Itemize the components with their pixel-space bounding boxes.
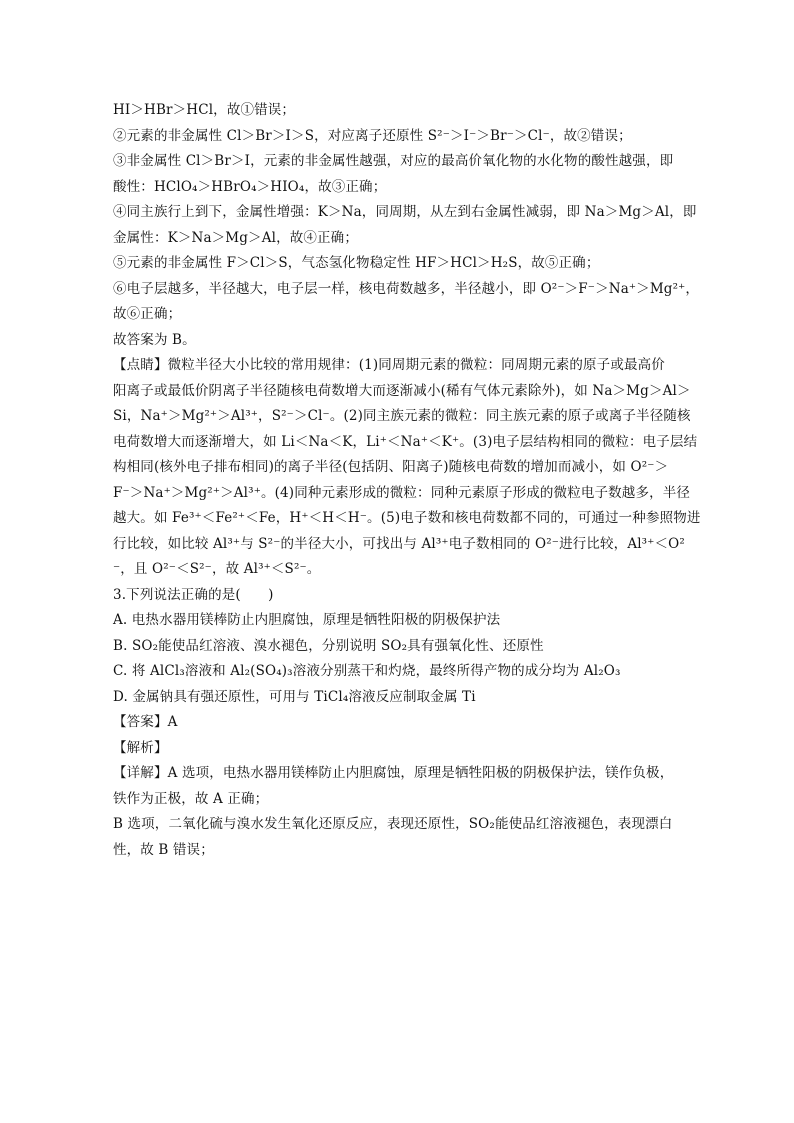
- text-line: ④同主族行上到下，金属性增强：K＞Na，同周期，从左到右金属性减弱，即 Na＞Mg＞Al，即: [113, 204, 697, 220]
- text-line: HI＞HBr＞HCl，故①错误；: [113, 102, 296, 118]
- text-line: 构相同(核外电子排布相同)的离子半径(包括阴、阳离子)随核电荷数的增加而减小，如 O²⁻＞: [113, 459, 669, 475]
- option-d: D. 金属钠具有强还原性，可用与 TiCl₄溶液反应制取金属 Ti: [113, 688, 476, 705]
- option-b: B. SO₂能使品红溶液、溴水褪色，分别说明 SO₂具有强氧化性、还原性: [113, 637, 544, 654]
- text-line: ⁻，且 O²⁻＜S²⁻，故 Al³⁺＜S²⁻。: [113, 561, 321, 577]
- text-line: ⑤元素的非金属性 F＞Cl＞S，气态氢化物稳定性 HF＞HCl＞H₂S，故⑤正确；: [113, 255, 600, 271]
- analysis-heading: 【解析】: [113, 739, 168, 756]
- text-line: 酸性：HClO₄＞HBrO₄＞HIO₄，故③正确；: [113, 178, 387, 195]
- text-line: 故⑥正确；: [113, 306, 182, 322]
- text-line: 铁作为正极，故 A 正确；: [113, 790, 269, 807]
- text-line: ②元素的非金属性 Cl＞Br＞I＞S，对应离子还原性 S²⁻＞I⁻＞Br⁻＞Cl⁻，故②错误；: [113, 127, 632, 144]
- text-line: 行比较，如比较 Al³⁺与 S²⁻的半径大小，可找出与 Al³⁺电子数相同的 O²⁻进行比较，Al³⁺＜O²: [113, 535, 685, 552]
- text-line: 越大。如 Fe³⁺＜Fe²⁺＜Fe，H⁺＜H＜H⁻。(5)电子数和核电荷数都不同的，可通过一种参照物进: [113, 510, 701, 526]
- text-line: 阳离子或最低价阴离子半径随核电荷数增大而逐渐减小(稀有气体元素除外)，如 Na＞Mg＞Al＞: [113, 382, 691, 399]
- text-line: ③非金属性 Cl＞Br＞I，元素的非金属性越强，对应的最高价氧化物的水化物的酸性越强，即: [113, 153, 674, 169]
- tip-heading-line: 【点睛】微粒半径大小比较的常用规律：(1)同周期元素的微粒：同周期元素的原子或最高价: [113, 357, 665, 373]
- text-line: 【详解】A 选项，电热水器用镁棒防止内胆腐蚀，原理是牺牲阳极的阴极保护法，镁作负极，: [113, 765, 674, 781]
- text-line: 性，故 B 错误；: [113, 841, 214, 858]
- text-line: Si，Na⁺＞Mg²⁺＞Al³⁺，S²⁻＞Cl⁻。(2)同主族元素的微粒：同主族元素的原子或离子半径随核: [113, 408, 691, 424]
- text-line: 电荷数增大而逐渐增大，如 Li＜Na＜K，Li⁺＜Na⁺＜K⁺。(3)电子层结构相同的微粒：电子层结: [113, 433, 698, 450]
- question-stem: 3.下列说法正确的是( ): [113, 586, 274, 603]
- text-line: 故答案为 B。: [113, 331, 196, 348]
- text-line: ⑥电子层越多，半径越大，电子层一样，核电荷数越多，半径越小，即 O²⁻＞F⁻＞Na⁺＞Mg²⁺，: [113, 280, 700, 297]
- text-line: F⁻＞Na⁺＞Mg²⁺＞Al³⁺。(4)同种元素形成的微粒：同种元素原子形成的微粒电子数越多，半径: [113, 484, 691, 501]
- answer-line: 【答案】A: [113, 714, 178, 730]
- page-content: [113, 101, 701, 866]
- text-line: 金属性：K＞Na＞Mg＞Al，故④正确；: [113, 229, 358, 246]
- text-line: B 选项，二氧化硫与溴水发生氧化还原反应，表现还原性，SO₂能使品红溶液褪色，表现漂白: [113, 816, 673, 832]
- option-c: C. 将 AlCl₃溶液和 Al₂(SO₄)₃溶液分别蒸干和灼烧，最终所得产物的成分均为 Al₂O₃: [113, 663, 621, 679]
- option-a: A. 电热水器用镁棒防止内胆腐蚀，原理是牺牲阳极的阴极保护法: [113, 612, 501, 628]
